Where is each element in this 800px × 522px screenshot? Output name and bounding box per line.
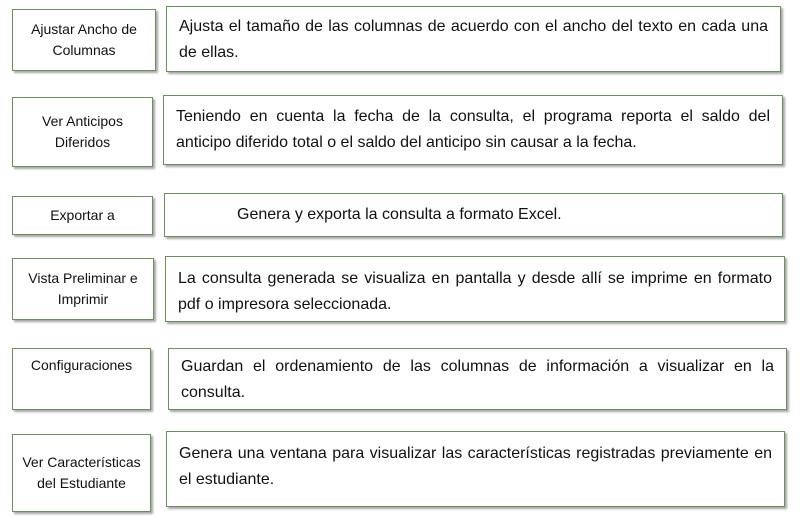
label-configuraciones [12, 348, 151, 410]
description-text: Guardan el ordenamiento de las columnas de información a visualizar en la consulta. [181, 358, 774, 401]
label-ver-anticipos-diferidos [12, 97, 153, 167]
description-text: La consulta generada se visualiza en pantalla y desde allí se imprime en formato pdf o impresora seleccionada. [178, 270, 772, 313]
label-text: Vista Preliminar e Imprimir [28, 270, 138, 307]
description-text: Genera y exporta la consulta a formato Excel. [237, 206, 562, 223]
description-text: Teniendo en cuenta la fecha de la consulta, el programa reporta el saldo del anticipo diferido total o el saldo del anticipo sin causar a la fecha. [176, 108, 770, 151]
description-configuraciones [168, 348, 787, 410]
label-ver-caracteristicas-estudiante [12, 434, 151, 512]
label-text: Exportar a [50, 207, 115, 223]
label-text: Configuraciones [30, 357, 133, 373]
description-text: Genera una ventana para visualizar las características registradas previamente en el estudiante. [179, 445, 772, 488]
description-ver-anticipos-diferidos [163, 95, 783, 165]
label-text: Ver Características del Estudiante [22, 454, 141, 491]
label-exportar-a [12, 196, 153, 235]
description-ajustar-ancho-columnas [166, 6, 781, 72]
label-text: Ajustar Ancho de Columnas [31, 21, 137, 58]
description-ver-caracteristicas-estudiante [166, 431, 785, 507]
label-ajustar-ancho-columnas [12, 9, 156, 71]
description-vista-preliminar-imprimir [165, 256, 785, 322]
description-text: Ajusta el tamaño de las columnas de acuerdo con el ancho del texto en cada una de ellas. [179, 18, 768, 61]
label-vista-preliminar-imprimir [12, 258, 154, 320]
label-text: Ver Anticipos Diferidos [42, 113, 123, 150]
description-exportar-a [164, 193, 783, 237]
